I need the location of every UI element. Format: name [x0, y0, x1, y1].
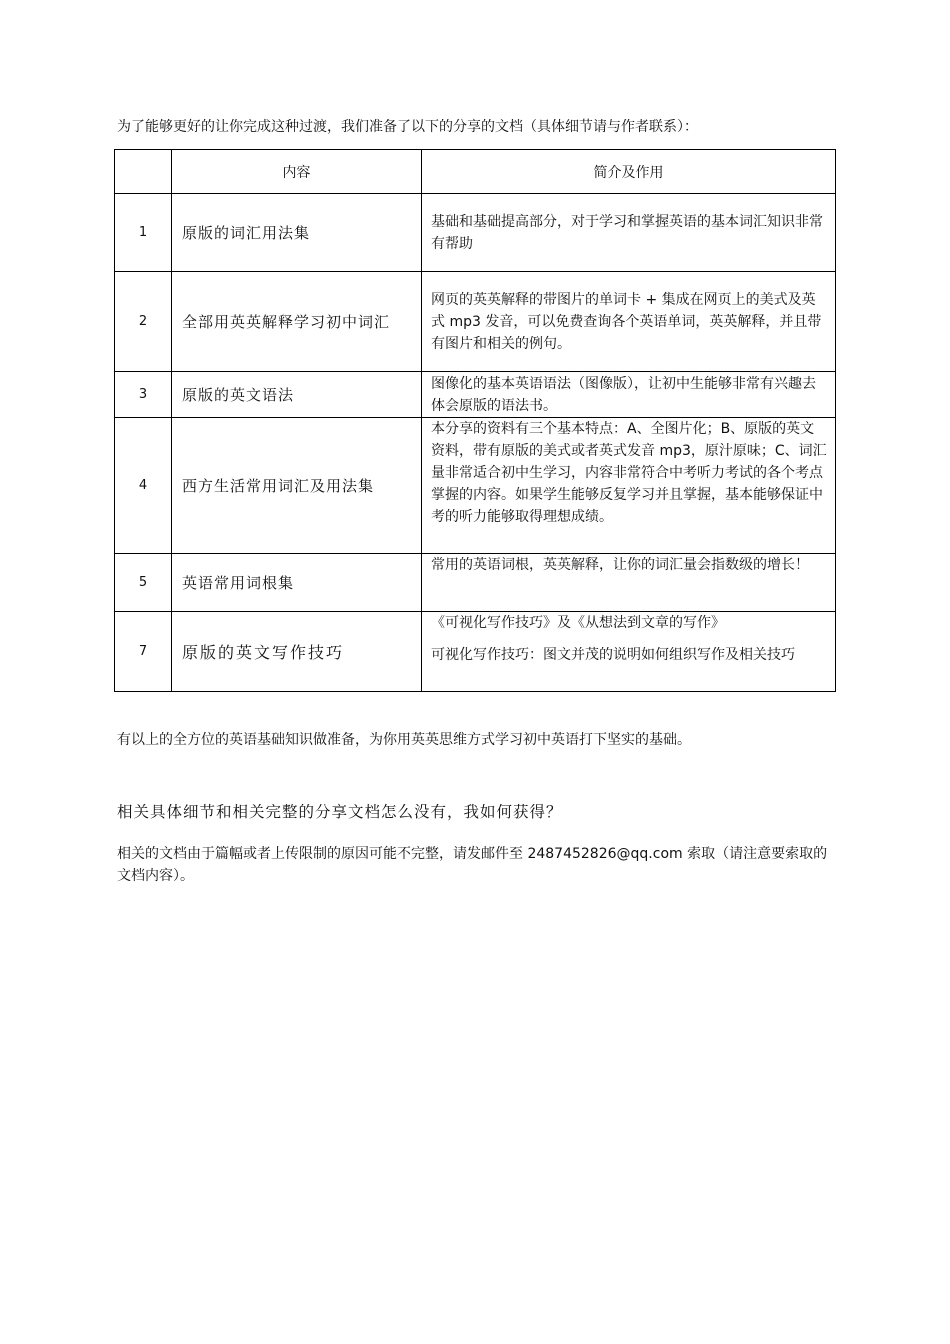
description-paragraph: 常用的英语词根，英英解释，让你的词汇量会指数级的增长！: [431, 557, 809, 573]
row-number: 5: [115, 554, 172, 612]
row-description: [422, 418, 836, 554]
table-row: [115, 372, 836, 418]
description-paragraph: 本分享的资料有三个基本特点：A、全图片化；B、原版的英文资料，带有原版的美式或者英式发音 mp3，原汁原味；C、词汇量非常适合初中生学习，内容非常符合中考听力考试的各个考点掌握的内容。如果学生能够反复学习并且掌握，基本能够保证中考的听力能够取得理想成绩。: [431, 421, 827, 525]
row-number: 4: [115, 418, 172, 554]
header-index: [115, 150, 172, 194]
row-description: [422, 372, 836, 418]
row-title: 英语常用词根集: [172, 554, 422, 612]
intro-text: 为了能够更好的让你完成这种过渡，我们准备了以下的分享的文档（具体细节请与作者联系）：: [117, 119, 698, 135]
row-number: 7: [115, 612, 172, 692]
row-number: 2: [115, 272, 172, 372]
header-content: 内容: [172, 150, 422, 194]
row-title: 全部用英英解释学习初中词汇: [172, 272, 422, 372]
table-row: [115, 194, 836, 272]
row-number: 3: [115, 372, 172, 418]
header-description: 简介及作用: [422, 150, 836, 194]
description-paragraph: 《可视化写作技巧》及《从想法到文章的写作》: [431, 615, 725, 631]
table-row: [115, 554, 836, 612]
row-number: 1: [115, 194, 172, 272]
description-paragraph: 基础和基础提高部分，对于学习和掌握英语的基本词汇知识非常有帮助: [431, 213, 823, 252]
summary-text: 有以上的全方位的英语基础知识做准备，为你用英英思维方式学习初中英语打下坚实的基础。: [117, 732, 691, 748]
section-heading: 相关具体细节和相关完整的分享文档怎么没有，我如何获得？: [117, 803, 563, 821]
description-paragraph: 网页的英英解释的带图片的单词卡 + 集成在网页上的美式及英式 mp3 发音，可以免费查询各个英语单词，英英解释，并且带有图片和相关的例句。: [431, 291, 822, 352]
table-header-row: [115, 150, 836, 194]
row-description: [422, 272, 836, 372]
table-row: [115, 418, 836, 554]
description-paragraph: 可视化写作技巧：图文并茂的说明如何组织写作及相关技巧: [431, 647, 795, 663]
row-description: [422, 194, 836, 272]
row-title: 原版的英文语法: [172, 372, 422, 418]
description-paragraph: 图像化的基本英语语法（图像版），让初中生能够非常有兴趣去体会原版的语法书。: [431, 375, 816, 414]
row-title: 原版的英文写作技巧: [172, 612, 422, 692]
row-description: [422, 554, 836, 612]
row-description: [422, 612, 836, 692]
table-row: [115, 272, 836, 372]
documents-table: [114, 149, 836, 692]
table-row: [115, 612, 836, 692]
row-title: 西方生活常用词汇及用法集: [172, 418, 422, 554]
contact-text: 相关的文档由于篇幅或者上传限制的原因可能不完整，请发邮件至 2487452826@qq.com 索取（请注意要索取的文档内容）。: [117, 846, 828, 884]
row-title: 原版的词汇用法集: [172, 194, 422, 272]
